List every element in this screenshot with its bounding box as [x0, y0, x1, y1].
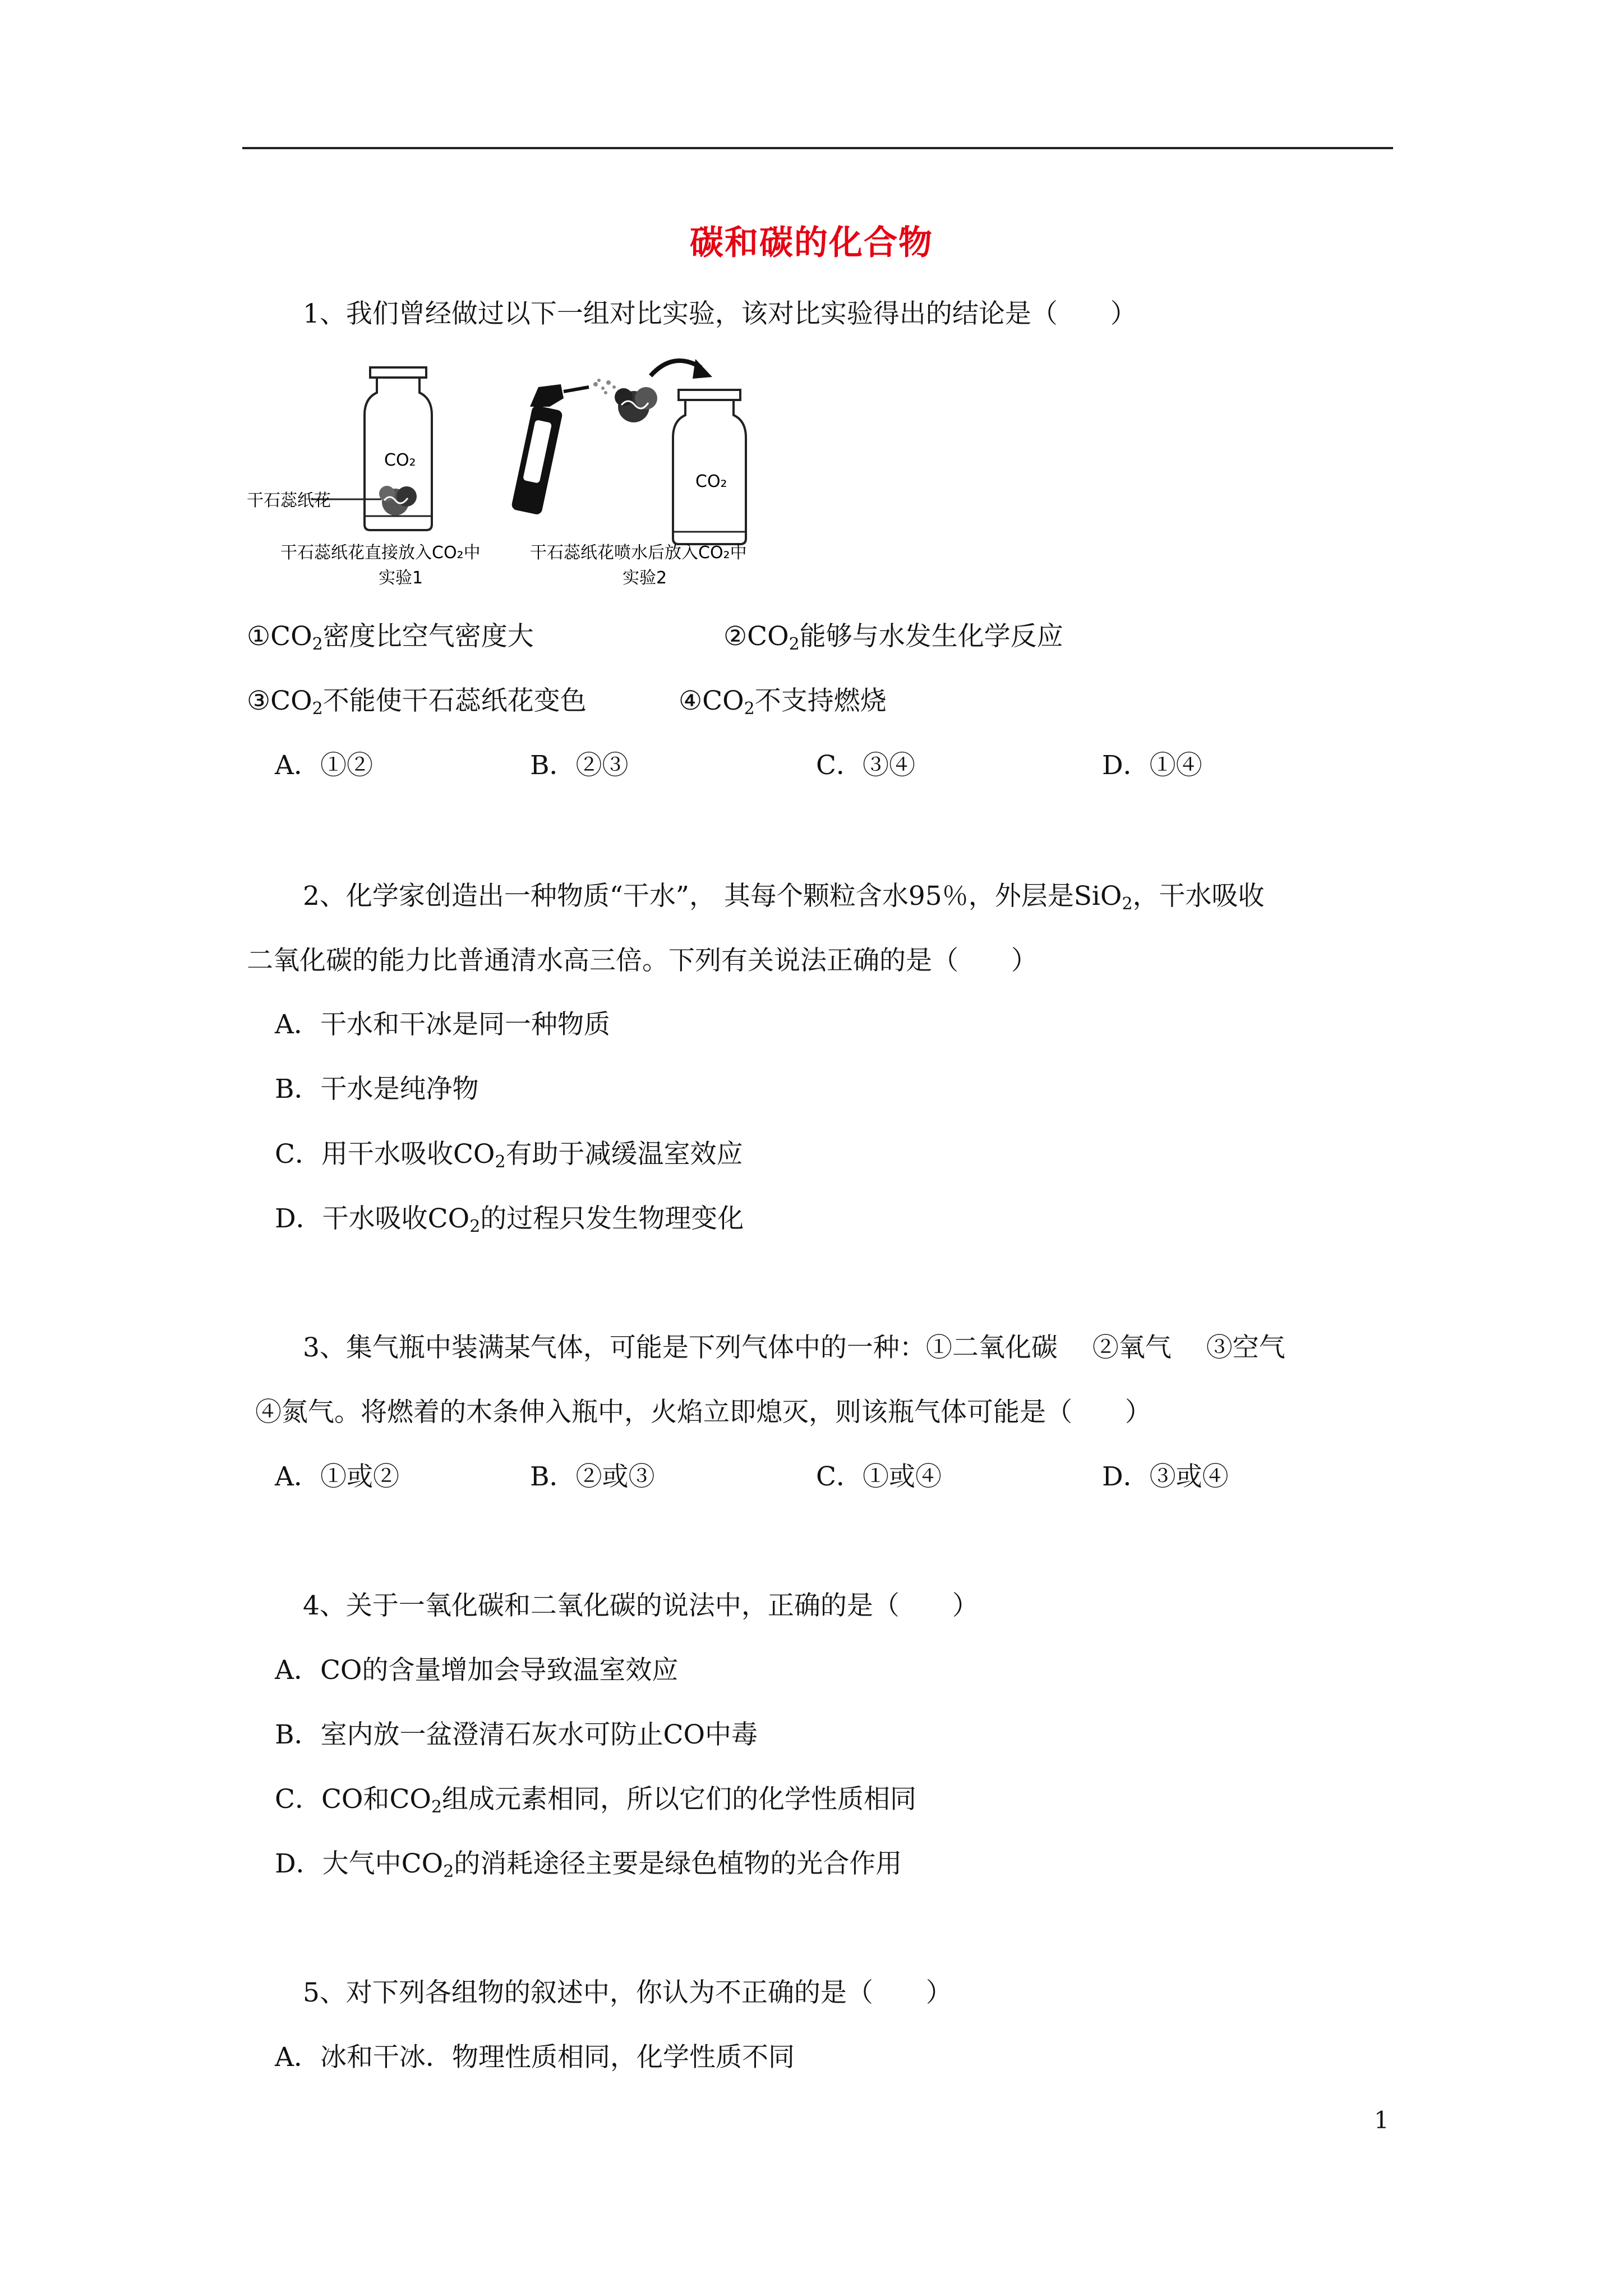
q1-stem: 1、我们曾经做过以下一组对比实验，该对比实验得出的结论是（ ）: [303, 298, 1137, 329]
experiment-2-label: 实验2: [623, 568, 667, 588]
q4-option-c[interactable]: C．CO和$CO_2$组成元素相同，所以它们的化学性质相同: [275, 1784, 917, 1817]
q2-option-d[interactable]: D．干水吸收$CO_2$的过程只发生物理变化: [275, 1203, 744, 1236]
q4-option-d[interactable]: D．大气中$CO_2$的消耗途径主要是绿色植物的光合作用: [275, 1848, 902, 1881]
q5-option-a[interactable]: A．冰和干冰．物理性质相同，化学性质不同: [275, 2042, 795, 2073]
flower-label: 干石蕊纸花: [247, 491, 331, 510]
q2-option-c[interactable]: C．用干水吸收$CO_2$有助于减缓温室效应: [275, 1139, 743, 1172]
q1-option-c[interactable]: C．③④: [816, 750, 915, 781]
q2-stem-line-1: 2、化学家创造出一种物质“干水”， 其每个颗粒含水95％，外层是SiO$_2$，干水吸收: [303, 881, 1265, 914]
q5-stem: 5、对下列各组物的叙述中，你认为不正确的是（ ）: [303, 1977, 952, 2008]
experiment-1-label: 实验1: [379, 568, 423, 588]
jar-2-icon: [673, 390, 746, 544]
q4-option-a[interactable]: A．CO的含量增加会导致温室效应: [275, 1655, 679, 1686]
q3-option-b[interactable]: B．②或③: [530, 1461, 655, 1492]
page-number: 1: [1374, 2106, 1389, 2134]
q2-option-b[interactable]: B．干水是纯净物: [275, 1074, 479, 1105]
spray-bottle-icon: [511, 384, 589, 516]
curved-arrow-icon: [651, 359, 712, 379]
jar-1-label: CO₂: [384, 450, 416, 470]
jar-2-label: CO₂: [695, 472, 727, 491]
spray-mist-icon: [593, 379, 616, 394]
q1-statement-1: $①CO_2$密度比空气密度大: [247, 621, 534, 654]
caption-2: 干石蕊纸花喷水后放入CO₂中: [530, 543, 747, 563]
q4-stem: 4、关于一氧化碳和二氧化碳的说法中，正确的是（ ）: [303, 1590, 979, 1621]
q2-option-a[interactable]: A．干水和干冰是同一种物质: [275, 1009, 610, 1040]
q1-experiment-figure: [247, 353, 808, 600]
q1-statement-4: $④CO_2$不支持燃烧: [679, 685, 887, 719]
wet-flower-icon: [615, 387, 657, 422]
q3-option-c[interactable]: C．①或④: [816, 1461, 942, 1492]
page-title: 碳和碳的化合物: [690, 223, 933, 263]
q3-stem-line-1: 3、集气瓶中装满某气体，可能是下列气体中的一种：①二氧化碳 ②氧气 ③空气: [303, 1332, 1285, 1363]
caption-1: 干石蕊纸花直接放入CO₂中: [280, 543, 481, 563]
q3-option-d[interactable]: D．③或④: [1102, 1461, 1229, 1492]
q2-stem-line-2: 二氧化碳的能力比普通清水高三倍。下列有关说法正确的是（ ）: [247, 945, 1038, 976]
q4-option-b[interactable]: B．室内放一盆澄清石灰水可防止CO中毒: [275, 1719, 758, 1750]
q1-option-b[interactable]: B．②③: [530, 750, 629, 781]
q1-statement-2: $②CO_2$能够与水发生化学反应: [723, 621, 1063, 654]
header-rule: [242, 147, 1393, 149]
q1-statement-3: $③CO_2$不能使干石蕊纸花变色: [247, 685, 587, 719]
q1-option-d[interactable]: D．①④: [1102, 750, 1202, 781]
litmus-flower-icon: [379, 486, 417, 516]
q3-stem-line-2: ④氮气。将燃着的木条伸入瓶中，火焰立即熄灭，则该瓶气体可能是（ ）: [255, 1397, 1151, 1428]
q1-option-a[interactable]: A．①②: [275, 750, 373, 781]
q3-option-a[interactable]: A．①或②: [275, 1461, 399, 1492]
